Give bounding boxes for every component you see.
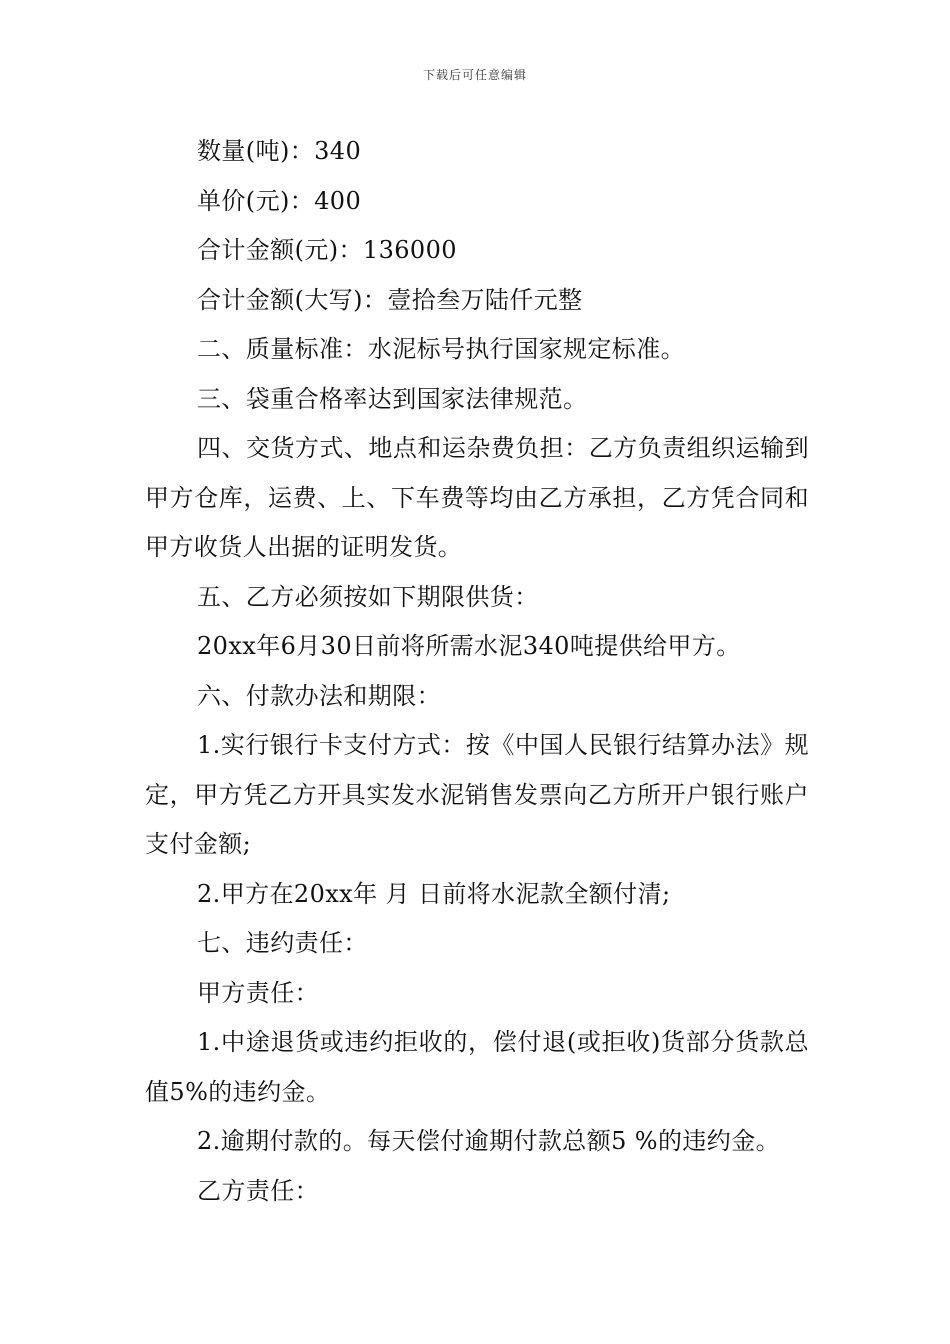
total-amount-line: 合计金额(元)：136000 [197, 236, 457, 264]
party-a-liability-item-1: 1.中途退货或违约拒收的，偿付退(或拒收)货部分货款总值5%的违约金。 [145, 1028, 809, 1106]
supply-deadline-detail: 20xx年6月30日前将所需水泥340吨提供给甲方。 [197, 632, 741, 660]
quantity-line: 数量(吨)：340 [197, 137, 362, 165]
party-a-liability-heading: 甲方责任： [197, 978, 319, 1007]
clause-bag-weight: 三、袋重合格率达到国家法律规范。 [197, 384, 588, 413]
page-header: 下载后可任意编辑 [422, 68, 527, 82]
clause-delivery: 四、交货方式、地点和运杂费负担：乙方负责组织运输到甲方仓库，运费、上、下车费等均由乙方承担，乙方凭合同和甲方收货人出据的证明发货。 [145, 434, 809, 561]
payment-item-1: 1.实行银行卡支付方式：按《中国人民银行结算办法》规定，甲方凭乙方开具实发水泥销售发票向乙方所开户银行账户支付金额; [145, 731, 809, 858]
clause-supply-deadline: 五、乙方必须按如下期限供货： [197, 582, 539, 611]
party-b-liability-heading: 乙方责任： [197, 1176, 319, 1205]
total-amount-words-line: 合计金额(大写)：壹拾叁万陆仟元整 [197, 285, 583, 314]
clause-payment: 六、付款办法和期限： [197, 681, 441, 710]
unit-price-line: 单价(元)：400 [197, 186, 362, 215]
payment-item-2: 2.甲方在20xx年 月 日前将水泥款全额付清; [197, 879, 671, 908]
document-body [145, 127, 809, 1216]
clause-liability: 七、违约责任： [197, 929, 368, 957]
clause-quality-standard: 二、质量标准：水泥标号执行国家规定标准。 [197, 335, 685, 363]
party-a-liability-item-2: 2.逾期付款的。每天偿付逾期付款总额5 %的违约金。 [197, 1127, 780, 1155]
